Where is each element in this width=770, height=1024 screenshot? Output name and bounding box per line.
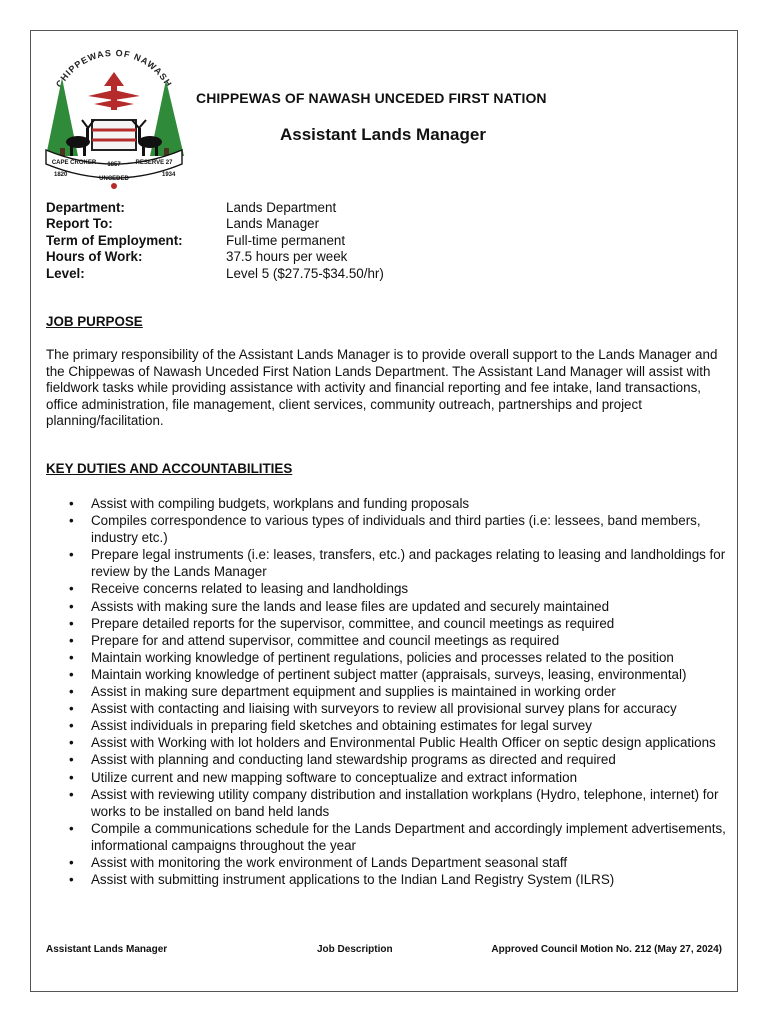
info-label: Report To: xyxy=(46,216,113,232)
list-item: • Prepare legal instruments (i.e: leases, transfers, etc.) and packages relating to leasing and landholdings for review by the Lands Manager xyxy=(46,546,730,580)
info-value: 37.5 hours per week xyxy=(226,249,348,265)
chippewas-of-nawash-seal-logo xyxy=(40,38,188,190)
thunderbird-icon xyxy=(88,72,140,110)
key-duties-heading: KEY DUTIES AND ACCOUNTABILITIES xyxy=(46,461,293,476)
list-item: • Assist with planning and conducting land stewardship programs as directed and required xyxy=(46,751,730,768)
job-info-table xyxy=(46,200,384,282)
info-label: Department: xyxy=(46,200,125,215)
info-label: Hours of Work: xyxy=(46,249,143,265)
job-title: Assistant Lands Manager xyxy=(280,125,486,144)
info-label: Term of Employment: xyxy=(46,232,183,248)
info-value: Lands Department xyxy=(226,200,337,215)
job-purpose-heading: JOB PURPOSE xyxy=(46,314,143,329)
info-value: Full-time permanent xyxy=(226,232,346,248)
list-item: • Compile a communications schedule for the Lands Department and accordingly implement advertisements, informational campaigns throughout the year xyxy=(46,820,730,854)
svg-text:1934: 1934 xyxy=(162,172,176,178)
list-item: • Assist with contacting and liaising with surveyors to review all provisional survey plans for accuracy xyxy=(46,700,730,717)
job-purpose-text: The primary responsibility of the Assistant Lands Manager is to provide overall support to the Lands Manager and the Chippewas of Nawash Unceded First Nation Lands Department. The Assistant Land Manager will assist with fieldwork tasks while providing assistance with activity and financial reporting and fee intake, land transactions, office administration, file management, client services, community outreach, partnerships and project planning/facilitation. xyxy=(46,347,718,429)
info-row-level xyxy=(46,266,384,282)
list-item: • Receive concerns related to leasing and landholdings xyxy=(46,580,730,597)
footer-right: Approved Council Motion No. 212 (May 27, 2024) xyxy=(491,944,722,955)
list-item: • Assist with submitting instrument applications to the Indian Land Registry System (ILRS) xyxy=(46,871,730,888)
list-item: • Assist with monitoring the work environment of Lands Department seasonal staff xyxy=(46,854,730,871)
organization-name: CHIPPEWAS OF NAWASH UNCEDED FIRST NATION xyxy=(196,90,547,106)
list-item: • Assists with making sure the lands and lease files are updated and securely maintained xyxy=(46,598,730,615)
list-item: • Maintain working knowledge of pertinent regulations, policies and processes related to the position xyxy=(46,649,730,666)
list-item: • Utilize current and new mapping software to conceptualize and extract information xyxy=(46,769,730,786)
list-item: • Assist with Working with lot holders and Environmental Public Health Officer on septic design applications xyxy=(46,734,730,751)
info-row-term xyxy=(46,233,384,249)
list-item: • Compiles correspondence to various types of individuals and third parties (i.e: lessees, band members, industry etc.) xyxy=(46,512,730,546)
list-item: • Prepare for and attend supervisor, committee and council meetings as required xyxy=(46,632,730,649)
svg-text:UNCEDED: UNCEDED xyxy=(99,176,129,182)
logo-center-emblem xyxy=(92,120,136,150)
svg-text:1820: 1820 xyxy=(54,172,68,178)
key-duties-list xyxy=(46,495,730,888)
footer-left: Assistant Lands Manager xyxy=(46,944,168,955)
list-item: • Assist individuals in preparing field sketches and obtaining estimates for legal survey xyxy=(46,717,730,734)
svg-text:CAPE CROKER: CAPE CROKER xyxy=(51,160,97,166)
info-label: Level: xyxy=(46,265,85,281)
svg-text:RESERVE 27: RESERVE 27 xyxy=(135,160,173,166)
logo-arc-text: CHIPPEWAS OF NAWASH xyxy=(53,47,175,90)
footer-center: Job Description xyxy=(317,944,393,955)
info-row-department xyxy=(46,200,384,216)
list-item: • Prepare detailed reports for the supervisor, committee, and council meetings as required xyxy=(46,615,730,632)
list-item: • Assist in making sure department equipment and supplies is maintained in working order xyxy=(46,683,730,700)
svg-text:1857: 1857 xyxy=(107,162,121,168)
info-row-report-to xyxy=(46,216,384,232)
list-item: • Maintain working knowledge of pertinent subject matter (appraisals, surveys, leasing, environmental) xyxy=(46,666,730,683)
info-row-hours xyxy=(46,249,384,265)
list-item: • Assist with reviewing utility company distribution and installation workplans (Hydro, telephone, internet) for works to be installed on band held lands xyxy=(46,786,730,820)
info-value: Lands Manager xyxy=(226,216,320,232)
info-value: Level 5 ($27.75-$34.50/hr) xyxy=(226,265,384,281)
list-item: • Assist with compiling budgets, workplans and funding proposals xyxy=(46,495,730,512)
